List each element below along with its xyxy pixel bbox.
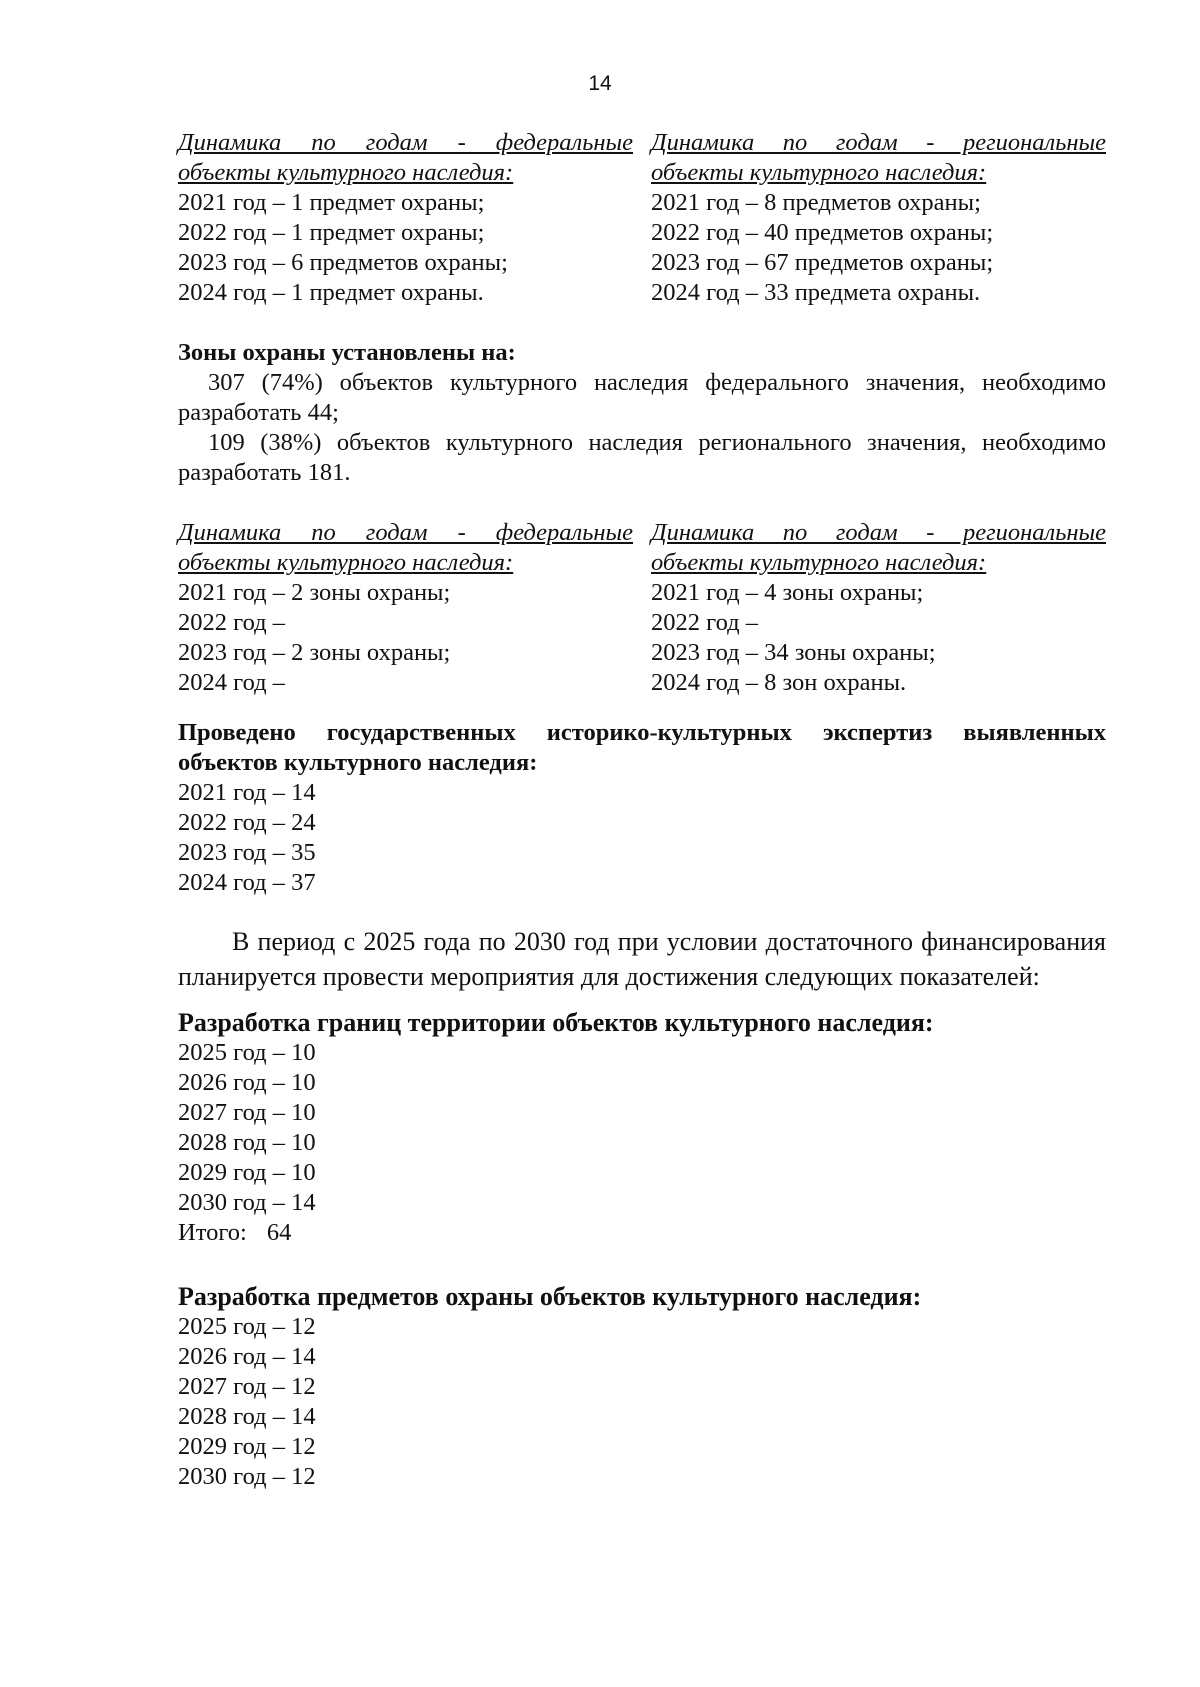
regional-column	[651, 128, 1106, 308]
list-item: 2022 год –	[178, 609, 285, 636]
total-row	[178, 1218, 1106, 1248]
list-item: 2024 год – 33 предмета охраны.	[651, 279, 981, 306]
list-item: 2023 год – 6 предметов охраны;	[178, 249, 508, 276]
zones-regional-paragraph: 109 (38%) объектов культурного наследия регионального значения, необходимо разработать 181.	[178, 429, 1106, 486]
plan-paragraph: В период с 2025 года по 2030 год при условии достаточного финансирования планируется провести мероприятия для достижения следующих показателей:	[178, 927, 1106, 991]
list-item: 2023 год – 35	[178, 839, 316, 866]
total-value: 64	[266, 1219, 292, 1246]
list-item: 2021 год – 4 зоны охраны;	[651, 579, 924, 606]
zones-heading: Зоны охраны установлены на:	[178, 339, 516, 366]
list-item: 2022 год –	[651, 609, 758, 636]
federal-column	[178, 518, 633, 698]
total-label: Итого:	[178, 1219, 247, 1246]
list-item: 2030 год – 12	[178, 1463, 316, 1490]
protection-zones-dynamics	[178, 518, 1106, 698]
zones-federal-paragraph: 307 (74%) объектов культурного наследия федерального значения, необходимо разработать 44;	[178, 369, 1106, 426]
list-item: 2025 год – 10	[178, 1039, 316, 1066]
list-item: 2024 год –	[178, 669, 285, 696]
subjects-heading: Разработка предметов охраны объектов культурного наследия:	[178, 1282, 922, 1311]
list-item: 2024 год – 8 зон охраны.	[651, 669, 907, 696]
list-item: 2023 год – 2 зоны охраны;	[178, 639, 451, 666]
list-item: 2030 год – 14	[178, 1189, 316, 1216]
protection-subjects-dynamics	[178, 128, 1106, 308]
list-item: 2021 год – 1 предмет охраны;	[178, 189, 485, 216]
expertise-heading: Проведено государственных историко-культурных экспертиз выявленных объектов культурного наследия:	[178, 719, 1106, 776]
list-item: 2029 год – 10	[178, 1159, 316, 1186]
list-item: 2027 год – 10	[178, 1099, 316, 1126]
list-item: 2022 год – 40 предметов охраны;	[651, 219, 994, 246]
list-item: 2022 год – 24	[178, 809, 316, 836]
list-item: 2021 год – 14	[178, 779, 316, 806]
regional-column	[651, 518, 1106, 698]
list-item: 2021 год – 8 предметов охраны;	[651, 189, 981, 216]
list-item: 2024 год – 1 предмет охраны.	[178, 279, 484, 306]
list-item: 2025 год – 12	[178, 1313, 316, 1340]
boundaries-heading: Разработка границ территории объектов культурного наследия:	[178, 1008, 934, 1037]
list-item: 2028 год – 14	[178, 1403, 316, 1430]
list-item: 2029 год – 12	[178, 1433, 316, 1460]
list-item: 2028 год – 10	[178, 1129, 316, 1156]
column-heading: Динамика по годам - региональные объекты культурного наследия:	[651, 519, 1106, 576]
list-item: 2027 год – 12	[178, 1373, 316, 1400]
column-heading: Динамика по годам - региональные объекты культурного наследия:	[651, 129, 1106, 186]
list-item: 2026 год – 10	[178, 1069, 316, 1096]
document-body	[178, 128, 1106, 1492]
column-heading: Динамика по годам - федеральные объекты культурного наследия:	[178, 129, 633, 186]
list-item: 2024 год – 37	[178, 869, 316, 896]
federal-column	[178, 128, 633, 308]
list-item: 2022 год – 1 предмет охраны;	[178, 219, 485, 246]
list-item: 2026 год – 14	[178, 1343, 316, 1370]
page-number: 14	[588, 72, 612, 95]
list-item: 2023 год – 67 предметов охраны;	[651, 249, 994, 276]
list-item: 2021 год – 2 зоны охраны;	[178, 579, 451, 606]
list-item: 2023 год – 34 зоны охраны;	[651, 639, 936, 666]
column-heading: Динамика по годам - федеральные объекты культурного наследия:	[178, 519, 633, 576]
